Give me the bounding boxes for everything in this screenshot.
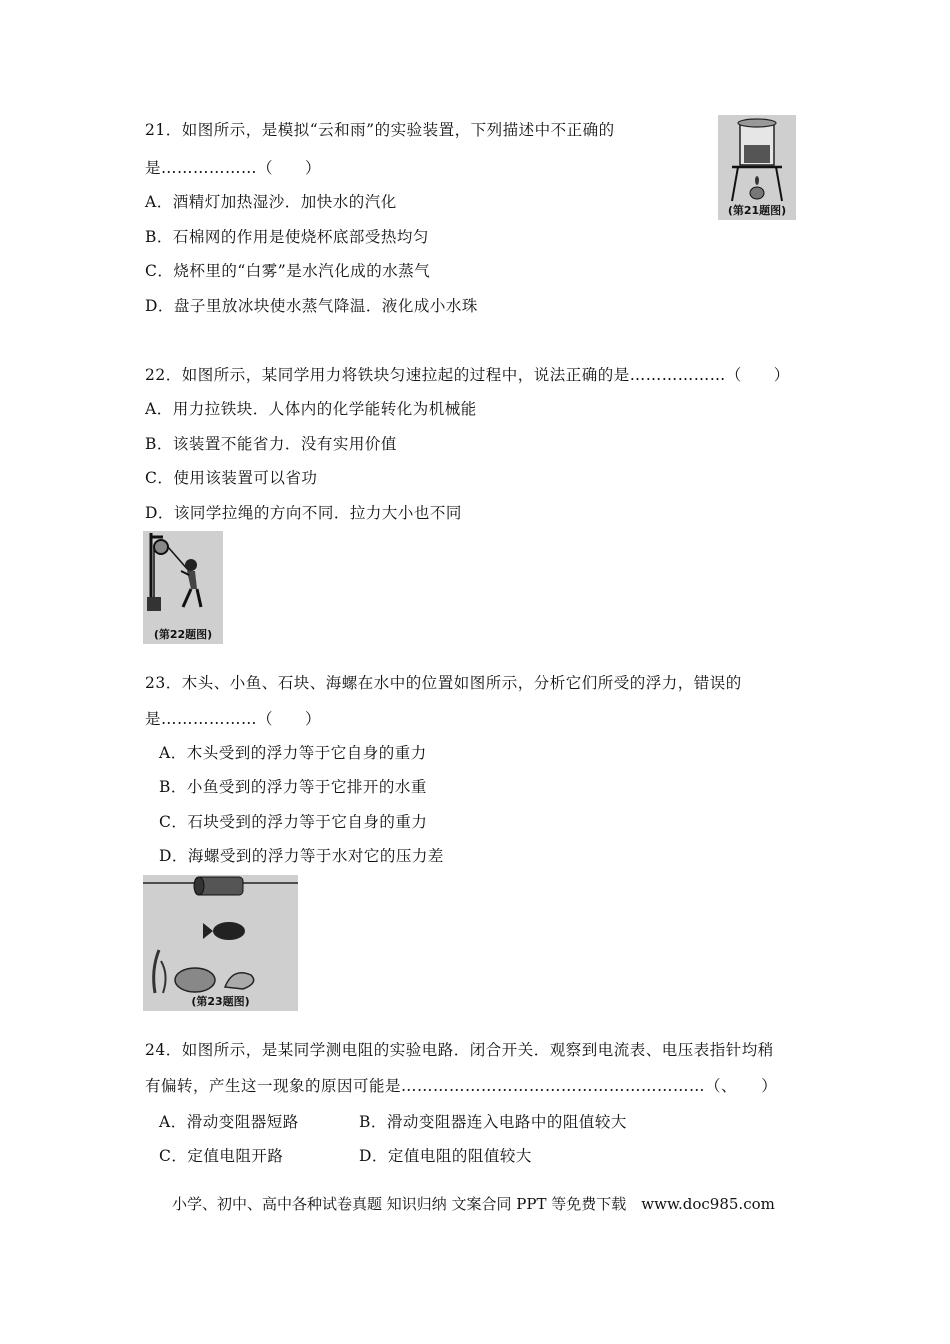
q23-option-a: A．木头受到的浮力等于它自身的重力 <box>159 744 427 762</box>
q21-stem-line1: 21．如图所示，是模拟“云和雨”的实验装置，下列描述中不正确的 <box>145 121 615 139</box>
q24-stem-line1: 24．如图所示，是某同学测电阻的实验电路．闭合开关．观察到电流表、电压表指针均稍 <box>145 1041 774 1059</box>
q24-option-a: A．滑动变阻器短路 <box>159 1113 299 1131</box>
underwater-objects-illustration <box>143 875 298 995</box>
q23-option-b: B．小鱼受到的浮力等于它排开的水重 <box>159 778 427 796</box>
q22-stem-line1: 22．如图所示，某同学用力将铁块匀速拉起的过程中，说法正确的是………………（ ） <box>145 366 790 384</box>
q24-option-d: D．定值电阻的阻值较大 <box>359 1147 532 1165</box>
q21-option-d: D．盘子里放冰块使水蒸气降温．液化成小水珠 <box>145 297 478 315</box>
q23-figure <box>143 875 298 1011</box>
q23-stem-line2: 是………………（ ） <box>145 710 322 728</box>
q24-option-b: B．滑动变阻器连入电路中的阻值较大 <box>359 1113 627 1131</box>
q22-option-d: D．该同学拉绳的方向不同．拉力大小也不同 <box>145 504 462 522</box>
q23-figure-caption: (第23题图) <box>191 995 250 1008</box>
q22-figure <box>143 531 223 644</box>
q21-option-c: C．烧杯里的“白雾”是水汽化成的水蒸气 <box>145 262 431 280</box>
q22-option-c: C．使用该装置可以省功 <box>145 469 318 487</box>
q23-stem-line1: 23．木头、小鱼、石块、海螺在水中的位置如图所示，分析它们所受的浮力，错误的 <box>145 674 742 692</box>
q21-option-a: A．酒精灯加热湿沙．加快水的汽化 <box>145 193 397 211</box>
q24-stem-line2: 有偏转，产生这一现象的原因可能是…………………………………………………（、 ） <box>145 1077 778 1095</box>
q23-option-d: D．海螺受到的浮力等于水对它的压力差 <box>159 847 444 865</box>
q21-figure-caption: (第21题图) <box>727 204 787 217</box>
q23-option-c: C．石块受到的浮力等于它自身的重力 <box>159 813 428 831</box>
beaker-apparatus-illustration <box>718 115 796 207</box>
pulley-illustration <box>143 531 223 629</box>
q22-figure-caption: (第22题图) <box>153 628 213 641</box>
q22-option-a: A．用力拉铁块．人体内的化学能转化为机械能 <box>145 400 477 418</box>
q21-figure <box>718 115 796 220</box>
q24-option-c: C．定值电阻开路 <box>159 1147 284 1165</box>
page-footer: 小学、初中、高中各种试卷真题 知识归纳 文案合同 PPT 等免费下载 www.doc985.com <box>172 1195 775 1213</box>
q21-option-b: B．石棉网的作用是使烧杯底部受热均匀 <box>145 228 429 246</box>
q21-stem-line2: 是………………（ ） <box>145 159 322 177</box>
q22-option-b: B．该装置不能省力．没有实用价值 <box>145 435 397 453</box>
